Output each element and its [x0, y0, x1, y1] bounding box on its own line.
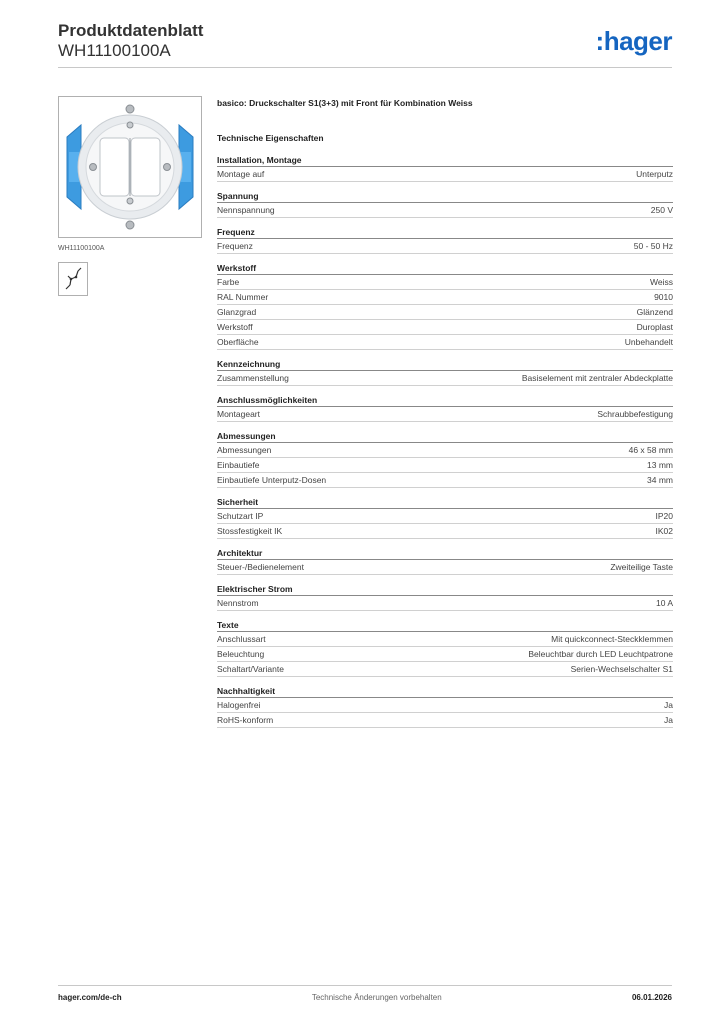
- spec-section: [217, 394, 673, 422]
- section-title: Texte: [217, 619, 673, 632]
- spec-label: Beleuchtung: [217, 649, 265, 659]
- spec-row: [217, 662, 673, 677]
- spec-label: Oberfläche: [217, 337, 259, 347]
- spec-label: Einbautiefe: [217, 460, 260, 470]
- spec-label: Nennstrom: [217, 598, 259, 608]
- spec-section: [217, 226, 673, 254]
- spec-value: 13 mm: [647, 460, 673, 470]
- spec-value: 250 V: [650, 205, 673, 215]
- spec-value: 50 - 50 Hz: [633, 241, 673, 251]
- spec-section: [217, 430, 673, 488]
- spec-label: RAL Nummer: [217, 292, 269, 302]
- spec-row: [217, 443, 673, 458]
- spec-value: 46 x 58 mm: [628, 445, 673, 455]
- spec-label: Werkstoff: [217, 322, 253, 332]
- spec-label: Frequenz: [217, 241, 253, 251]
- hager-logo: :hager: [595, 26, 672, 56]
- spec-content: [217, 96, 673, 728]
- footer-website: hager.com/de-ch: [58, 993, 122, 1002]
- spec-row: [217, 290, 673, 305]
- footer-divider: [58, 985, 672, 986]
- spec-value: Serien-Wechselschalter S1: [570, 664, 673, 674]
- spec-label: Schutzart IP: [217, 511, 264, 521]
- spec-section: [217, 262, 673, 350]
- spec-label: Einbautiefe Unterputz-Dosen: [217, 475, 327, 485]
- spec-value: Weiss: [650, 277, 673, 287]
- spec-value: Zweiteilige Taste: [610, 562, 673, 572]
- spec-section: [217, 154, 673, 182]
- section-title: Spannung: [217, 190, 673, 203]
- spec-row: [217, 335, 673, 350]
- spec-row: [217, 509, 673, 524]
- spec-value: Mit quickconnect-Steckklemmen: [551, 634, 673, 644]
- section-title: Architektur: [217, 547, 673, 560]
- spec-row: [217, 647, 673, 662]
- document-header: [58, 20, 203, 61]
- spec-row: [217, 239, 673, 254]
- spec-row: [217, 275, 673, 290]
- section-title: Nachhaltigkeit: [217, 685, 673, 698]
- footer-notice: Technische Änderungen vorbehalten: [311, 993, 442, 1002]
- spec-value: Glänzend: [636, 307, 673, 317]
- spec-row: [217, 167, 673, 182]
- spec-section: [217, 547, 673, 575]
- spec-section: [217, 496, 673, 539]
- section-title: Sicherheit: [217, 496, 673, 509]
- spec-row: [217, 713, 673, 728]
- spec-label: Glanzgrad: [217, 307, 257, 317]
- product-title: basico: Druckschalter S1(3+3) mit Front für Kombination Weiss: [217, 98, 473, 108]
- spec-value: Ja: [664, 715, 673, 725]
- spec-value: IP20: [655, 511, 673, 521]
- properties-heading: Technische Eigenschaften: [217, 133, 324, 143]
- spec-label: Anschlussart: [217, 634, 266, 644]
- spec-value: Schraubbefestigung: [597, 409, 673, 419]
- section-title: Anschlussmöglichkeiten: [217, 394, 673, 407]
- spec-value: Unterputz: [636, 169, 673, 179]
- article-number: WH11100100A: [58, 41, 171, 60]
- document-title: Produktdatenblatt: [58, 21, 204, 40]
- spec-label: Schaltart/Variante: [217, 664, 284, 674]
- spec-value: Beleuchtbar durch LED Leuchtpatrone: [528, 649, 673, 659]
- header-divider: [58, 67, 672, 68]
- section-title: Frequenz: [217, 226, 673, 239]
- spec-row: [217, 203, 673, 218]
- spec-label: RoHS-konform: [217, 715, 274, 725]
- switch-photo: [59, 97, 201, 237]
- spec-label: Halogenfrei: [217, 700, 261, 710]
- spec-label: Stossfestigkeit IK: [217, 526, 283, 536]
- spec-section: [217, 190, 673, 218]
- image-caption: WH11100100A: [58, 245, 105, 252]
- spec-sections: [217, 154, 673, 728]
- footer-date: 06.01.2026: [631, 993, 672, 1002]
- spec-row: [217, 596, 673, 611]
- spec-section: [217, 583, 673, 611]
- page-footer: [58, 993, 672, 1002]
- section-title: Abmessungen: [217, 430, 673, 443]
- section-title: Installation, Montage: [217, 154, 673, 167]
- spec-row: [217, 371, 673, 386]
- spec-value: Basiselement mit zentraler Abdeckplatte: [521, 373, 673, 383]
- spec-label: Steuer-/Bedienelement: [217, 562, 304, 572]
- section-title: Werkstoff: [217, 262, 673, 275]
- spec-label: Abmessungen: [217, 445, 272, 455]
- spec-value: Ja: [664, 700, 673, 710]
- spec-row: [217, 524, 673, 539]
- section-title: Kennzeichnung: [217, 358, 673, 371]
- spec-row: [217, 632, 673, 647]
- spec-value: 34 mm: [647, 475, 673, 485]
- spec-section: [217, 685, 673, 728]
- spec-label: Zusammenstellung: [217, 373, 289, 383]
- spec-section: [217, 358, 673, 386]
- spec-value: 9010: [654, 292, 673, 302]
- spec-row: [217, 305, 673, 320]
- spec-row: [217, 407, 673, 422]
- spec-label: Nennspannung: [217, 205, 275, 215]
- connection-schematic-icon: [58, 262, 88, 296]
- spec-value: Duroplast: [636, 322, 673, 332]
- spec-row: [217, 560, 673, 575]
- spec-value: 10 A: [655, 598, 673, 608]
- spec-label: Montage auf: [217, 169, 265, 179]
- spec-label: Farbe: [217, 277, 240, 287]
- spec-row: [217, 473, 673, 488]
- spec-row: [217, 698, 673, 713]
- spec-row: [217, 320, 673, 335]
- spec-value: IK02: [655, 526, 673, 536]
- product-image: [58, 96, 202, 238]
- section-title: Elektrischer Strom: [217, 583, 673, 596]
- spec-section: [217, 619, 673, 677]
- spec-value: Unbehandelt: [624, 337, 673, 347]
- spec-label: Montageart: [217, 409, 260, 419]
- spec-row: [217, 458, 673, 473]
